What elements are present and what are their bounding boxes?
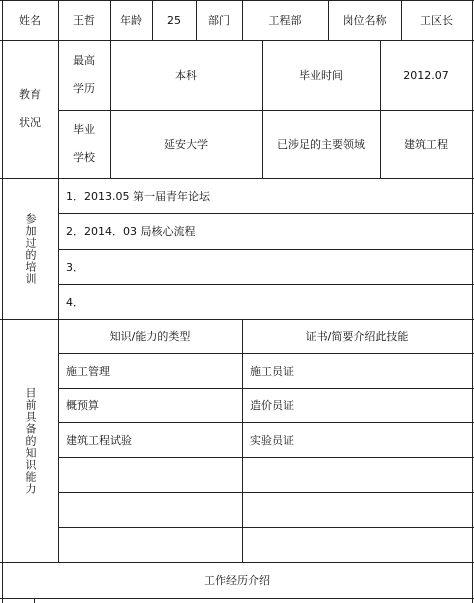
skills-header-type: 知识/能力的类型	[109, 330, 191, 343]
education-label-line-1: 教育	[19, 88, 41, 101]
grad-time-value: 2012.07	[403, 68, 449, 82]
skill-cert-2: 造价员证	[250, 399, 294, 412]
education-section-label	[2, 40, 58, 178]
skill-type-5	[58, 492, 242, 527]
skills-header-cert: 证书/简要介绍此技能	[305, 330, 409, 343]
work-bottom	[0, 598, 474, 599]
training-item-4: 4．	[66, 295, 84, 309]
skills-section-label: 目前具备的知识能力	[24, 386, 37, 495]
name-value: 王哲	[73, 14, 95, 27]
dept-label: 部门	[208, 14, 230, 27]
age-label: 年龄	[120, 14, 142, 27]
skill-type-3: 建筑工程试验	[66, 433, 132, 447]
school-label-line-1: 毕业	[73, 123, 95, 136]
school-label	[58, 110, 110, 178]
skill-type-1: 施工管理	[66, 364, 110, 378]
degree-label-line-2: 学历	[73, 82, 95, 95]
school-value: 延安大学	[164, 138, 208, 151]
skill-cert-1: 施工员证	[250, 364, 294, 378]
position-value: 工区长	[420, 14, 453, 27]
school-label-line-2: 学校	[73, 151, 95, 164]
skill-cert-5	[242, 492, 472, 527]
degree-label	[58, 40, 110, 110]
training-section-label: 参加过的培训	[24, 212, 37, 285]
training-item-2: 2．2014．03 局核心流程	[66, 225, 196, 238]
training-item-1: 1．2013.05 第一届青年论坛	[66, 189, 210, 203]
age-value: 25	[167, 13, 181, 27]
education-label-line-2: 状况	[19, 116, 41, 129]
border-right	[472, 0, 473, 603]
training-item-3: 3．	[66, 260, 84, 274]
field-label: 已涉足的主要领域	[277, 138, 365, 151]
skill-cert-3: 实验员证	[250, 433, 294, 447]
work-history-title: 工作经历介绍	[204, 574, 270, 587]
position-label: 岗位名称	[342, 14, 387, 27]
bottom-stub	[34, 598, 35, 603]
grad-time-label: 毕业时间	[299, 69, 343, 82]
skill-cert-6	[242, 527, 472, 562]
dept-value: 工程部	[268, 14, 302, 27]
skill-type-6	[58, 527, 242, 562]
degree-value: 本科	[175, 69, 197, 82]
skill-type-2: 概预算	[66, 399, 99, 412]
name-label: 姓名	[19, 14, 41, 27]
skill-cert-4	[242, 457, 472, 492]
field-value: 建筑工程	[404, 138, 448, 151]
degree-label-line-1: 最高	[73, 54, 95, 67]
skill-type-4	[58, 457, 242, 492]
